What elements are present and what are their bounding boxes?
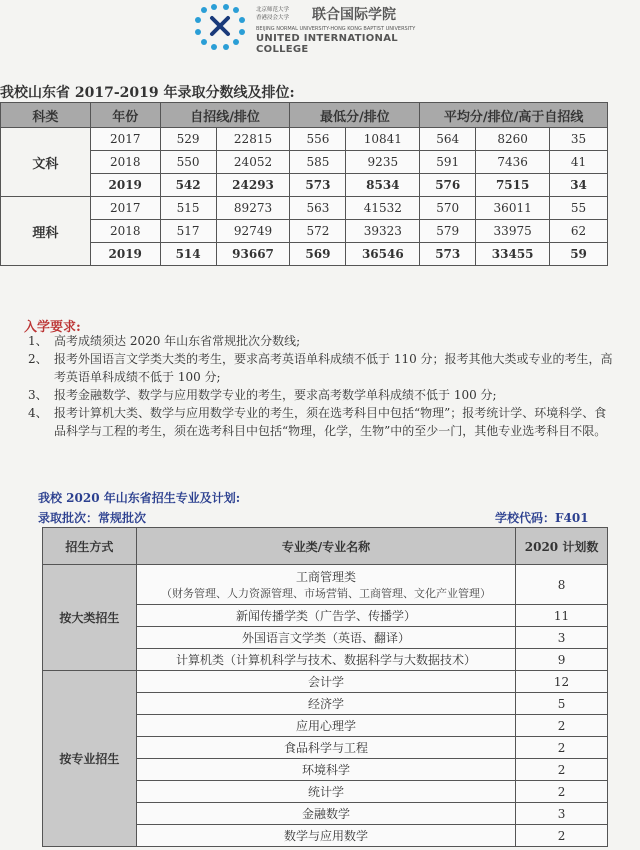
min-rank-cell: 41532 [346, 197, 420, 220]
table-row [1, 128, 608, 151]
avg-rank-cell: 33455 [476, 243, 550, 266]
count-cell: 3 [516, 803, 608, 825]
partner-university-1: 北京师范大学 [256, 7, 290, 13]
year-cell: 2019 [90, 243, 160, 266]
table-row [1, 220, 608, 243]
min-rank-cell: 39323 [346, 220, 420, 243]
min-score-cell: 556 [290, 128, 346, 151]
method-cell: 按专业招生 [43, 671, 137, 847]
year-cell: 2018 [90, 220, 160, 243]
major-cell: 食品科学与工程 [136, 737, 515, 759]
avg-score-cell: 573 [420, 243, 476, 266]
min-score-cell: 563 [290, 197, 346, 220]
count-cell: 2 [516, 781, 608, 803]
count-cell: 8 [516, 565, 608, 605]
avg-score-cell: 564 [420, 128, 476, 151]
major-cell: 统计学 [136, 781, 515, 803]
above-line-cell: 59 [550, 243, 608, 266]
method-cell: 按大类招生 [43, 565, 137, 671]
avg-rank-cell: 7436 [476, 151, 550, 174]
header-major: 专业类/专业名称 [136, 528, 515, 565]
score-header-row [1, 103, 608, 128]
above-line-cell: 41 [550, 151, 608, 174]
table-row [1, 151, 608, 174]
item-number: 2、 [28, 352, 48, 366]
header-self-line: 自招线/排位 [160, 103, 290, 128]
above-line-cell: 35 [550, 128, 608, 151]
header-min-score: 最低分/排位 [290, 103, 420, 128]
major-cell: 经济学 [136, 693, 515, 715]
table-row [1, 197, 608, 220]
self-rank-cell: 22815 [216, 128, 290, 151]
header-subject: 科类 [1, 103, 91, 128]
self-rank-cell: 24293 [216, 174, 290, 197]
count-cell: 9 [516, 649, 608, 671]
self-line-cell: 550 [160, 151, 216, 174]
major-cell: 环境科学 [136, 759, 515, 781]
table-row [1, 243, 608, 266]
header-avg-score: 平均分/排位/高于自招线 [420, 103, 608, 128]
year-cell: 2018 [90, 151, 160, 174]
item-number: 4、 [28, 406, 48, 420]
avg-score-cell: 579 [420, 220, 476, 243]
partner-university-2: 香港浸会大学 [256, 15, 290, 21]
min-rank-cell: 10841 [346, 128, 420, 151]
min-score-cell: 572 [290, 220, 346, 243]
year-cell: 2017 [90, 128, 160, 151]
avg-score-cell: 570 [420, 197, 476, 220]
count-cell: 3 [516, 627, 608, 649]
item-text: 高考成绩须达 2020 年山东省常规批次分数线; [54, 334, 301, 348]
header-plan-count: 2020 计划数 [516, 528, 608, 565]
subject-cell: 理科 [1, 197, 91, 266]
major-cell: 新闻传播学类（广告学、传播学） [136, 605, 515, 627]
avg-rank-cell: 8260 [476, 128, 550, 151]
list-item [28, 332, 618, 350]
school-code: 学校代码：F401 [495, 511, 589, 525]
header-year: 年份 [90, 103, 160, 128]
count-cell: 2 [516, 759, 608, 781]
table-row [43, 565, 608, 605]
avg-rank-cell: 33975 [476, 220, 550, 243]
min-score-cell: 585 [290, 151, 346, 174]
count-cell: 2 [516, 737, 608, 759]
self-line-cell: 517 [160, 220, 216, 243]
count-cell: 11 [516, 605, 608, 627]
item-number: 3、 [28, 388, 48, 402]
self-line-cell: 515 [160, 197, 216, 220]
major-cell: 应用心理学 [136, 715, 515, 737]
year-cell: 2019 [90, 174, 160, 197]
college-header [190, 2, 440, 55]
college-subtitle-en: BEIJING NORMAL UNIVERSITY-HONG KONG BAPTIST UNIVERSITY [256, 26, 416, 32]
list-item [28, 404, 618, 440]
item-text: 报考金融数学、数学与应用数学专业的考生，要求高考数学单科成绩不低于 100 分; [54, 388, 497, 402]
self-rank-cell: 24052 [216, 151, 290, 174]
college-logo-icon [190, 2, 250, 52]
avg-rank-cell: 7515 [476, 174, 550, 197]
major-cell [136, 565, 515, 605]
major-sub: （财务管理、人力资源管理、市场营销、工商管理、文化产业管理） [160, 587, 491, 600]
major-cell: 外国语言文学类（英语、翻译） [136, 627, 515, 649]
min-rank-cell: 8534 [346, 174, 420, 197]
major-cell: 金融数学 [136, 803, 515, 825]
avg-score-cell: 591 [420, 151, 476, 174]
plan-section-title: 我校 2020 年山东省招生专业及计划: [38, 491, 241, 505]
admission-batch: 录取批次：常规批次 [38, 511, 147, 525]
item-text: 报考外国语言文学类大类的考生，要求高考英语单科成绩不低于 110 分；报考其他大类或专业的考生，高考英语单科成绩不低于 100 分; [54, 352, 613, 384]
major-cell: 会计学 [136, 671, 515, 693]
major-cell: 计算机类（计算机科学与技术、数据科学与大数据技术） [136, 649, 515, 671]
count-cell: 2 [516, 825, 608, 847]
above-line-cell: 62 [550, 220, 608, 243]
partner-universities [256, 6, 289, 22]
requirements-list [28, 332, 618, 440]
college-name-en: UNITED INTERNATIONAL COLLEGE [256, 33, 398, 55]
table-row [1, 174, 608, 197]
count-cell: 12 [516, 671, 608, 693]
self-rank-cell: 93667 [216, 243, 290, 266]
list-item [28, 350, 618, 386]
score-table [0, 102, 608, 266]
item-text: 报考计算机大类、数学与应用数学专业的考生，须在选考科目中包括“物理”；报考统计学、环境科学、食品科学与工程的考生，须在选考科目中包括“物理，化学，生物”中的至少一门，其他专业选考科目不限。 [54, 406, 607, 438]
table-row [43, 671, 608, 693]
major-name: 工商管理类 [295, 570, 356, 584]
self-rank-cell: 92749 [216, 220, 290, 243]
subject-cell: 文科 [1, 128, 91, 197]
self-rank-cell: 89273 [216, 197, 290, 220]
above-line-cell: 55 [550, 197, 608, 220]
list-item [28, 386, 618, 404]
self-line-cell: 529 [160, 128, 216, 151]
item-number: 1、 [28, 334, 48, 348]
min-rank-cell: 9235 [346, 151, 420, 174]
self-line-cell: 542 [160, 174, 216, 197]
avg-rank-cell: 36011 [476, 197, 550, 220]
score-section-title: 我校山东省 2017-2019 年录取分数线及排位: [0, 85, 295, 101]
min-rank-cell: 36546 [346, 243, 420, 266]
self-line-cell: 514 [160, 243, 216, 266]
requirements-title: 入学要求: [24, 320, 81, 335]
min-score-cell: 573 [290, 174, 346, 197]
count-cell: 2 [516, 715, 608, 737]
header-method: 招生方式 [43, 528, 137, 565]
enrollment-plan-table [42, 527, 608, 847]
above-line-cell: 34 [550, 174, 608, 197]
count-cell: 5 [516, 693, 608, 715]
year-cell: 2017 [90, 197, 160, 220]
avg-score-cell: 576 [420, 174, 476, 197]
major-cell: 数学与应用数学 [136, 825, 515, 847]
plan-header-row [43, 528, 608, 565]
min-score-cell: 569 [290, 243, 346, 266]
college-name-cn: 联合国际学院 [312, 7, 396, 23]
